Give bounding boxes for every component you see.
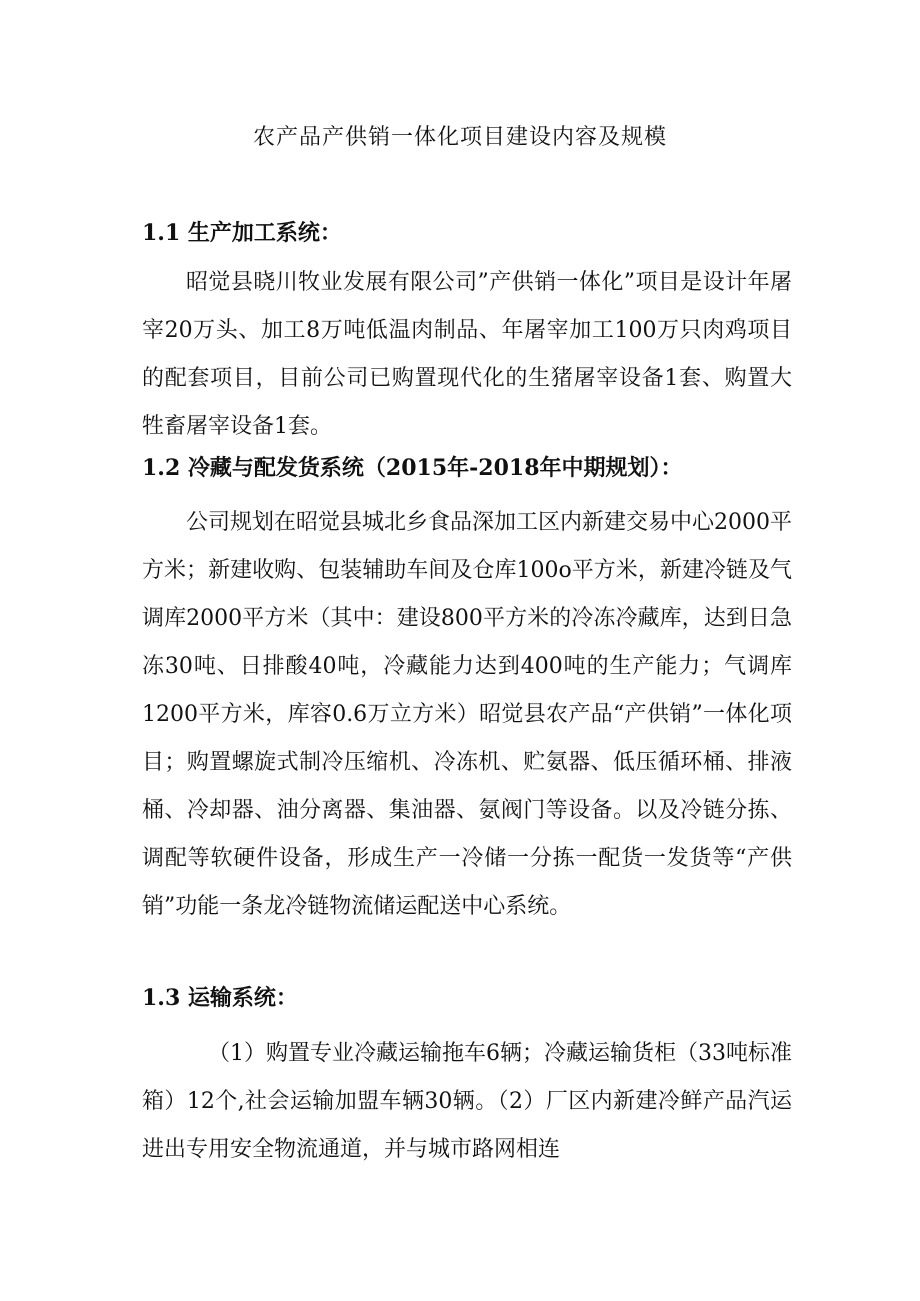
section-paragraph-transport: （1）购置专业冷藏运输拖车6辆；冷藏运输货柜（33吨标准箱）12个,社会运输加盟车辆30辆。（2）厂区内新建冷鲜产品汽运进出专用安全物流通道，并与城市路网相连 (142, 1041, 792, 1162)
section-heading-transport: 1.3 运输系统： (142, 985, 298, 1011)
document-title: 农产品产供销一体化项目建设内容及规模 (252, 125, 667, 150)
section-heading-cold-storage: 1.2 冷藏与配发货系统（2015年-2018年中期规划）： (142, 455, 683, 481)
section-paragraph-cold-storage: 公司规划在昭觉县城北乡食品深加工区内新建交易中心2000平方米；新建收购、包装辅助车间及仓库100o平方米，新建冷链及气调库2000平方米（其中：建设800平方米的冷冻冷藏库，达到日急冻30吨、日排酸40吨，冷藏能力达到400吨的生产能力；气调库1200平方米，库容0.6万立方米）昭觉县农产品“产供销”一体化项目；购置螺旋式制冷压缩机、冷冻机、贮氨器、低压循环桶、排液桶、冷却器、油分离器、集油器、氨阀门等设备。以及冷链分拣、调配等软硬件设备，形成生产一冷储一分拣一配货一发货等“产供销”功能一条龙冷链物流储运配送中心系统。 (142, 510, 792, 919)
section-paragraph-production: 昭觉县晓川牧业发展有限公司”产供销一体化”项目是设计年屠宰20万头、加工8万吨低温肉制品、年屠宰加工100万只肉鸡项目的配套项目，目前公司已购置现代化的生猪屠宰设备1套、购置大牲畜屠宰设备1套。 (142, 270, 792, 439)
section-heading-production: 1.1 生产加工系统： (142, 220, 342, 246)
